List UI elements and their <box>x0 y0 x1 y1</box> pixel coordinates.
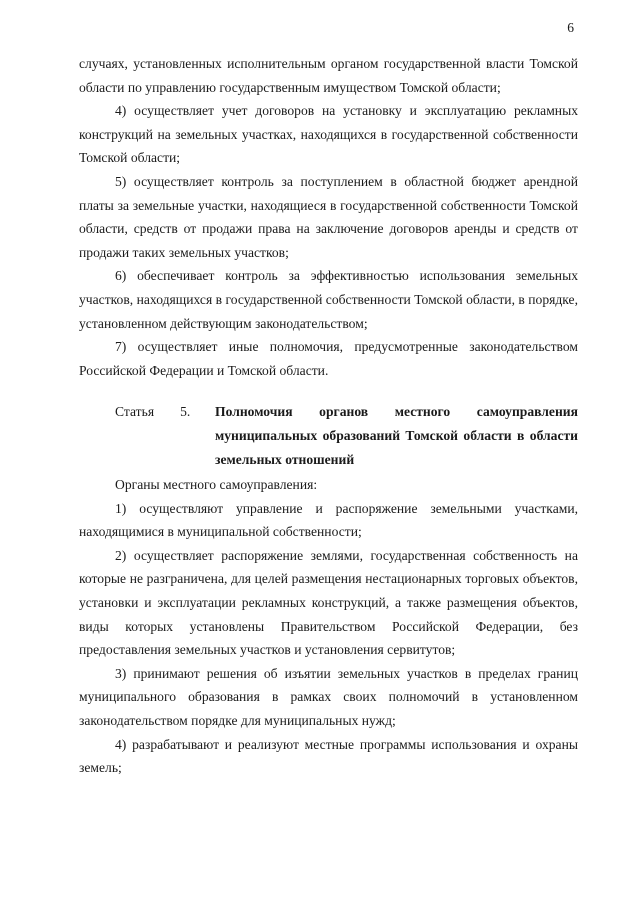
article-label <box>79 400 215 471</box>
paragraph: 2) осуществляет распоряжение землями, государственная собственность на которые не разграничена, для целей размещения нестационарных торговых объектов, установки и эксплуатации рекламных конструкций, а также размещения объектов, виды которых установлены Правительством Российской Федерации, без предоставления земельных участков и установления сервитутов; <box>79 547 578 658</box>
paragraph: 4) разрабатывают и реализуют местные программы использования и охраны земель; <box>79 736 578 776</box>
paragraph: Органы местного самоуправления: <box>115 477 318 493</box>
article-number: 5. <box>180 404 191 420</box>
article-word: Статья <box>115 404 155 420</box>
paragraph: 4) осуществляет учет договоров на установку и эксплуатацию рекламных конструкций на земельных участках, находящихся в государственной собственности Томской области; <box>79 103 578 166</box>
paragraph: 6) обеспечивает контроль за эффективностью использования земельных участков, находящихся в государственной собственности Томской области, в порядке, установленном действующим законодательством; <box>79 268 578 331</box>
page-number: 6 <box>567 20 574 35</box>
article-title: Полномочия органов местного самоуправления муниципальных образований Томской области в области земельных отношений <box>215 404 578 467</box>
paragraph: случаях, установленных исполнительным органом государственной власти Томской области по управлению государственным имуществом Томской области; <box>79 56 578 95</box>
paragraph: 3) принимают решения об изъятии земельных участков в пределах границ муниципального образования в рамках своих полномочий в установленном законодательством порядке для муниципальных нужд; <box>79 665 578 729</box>
paragraph: 1) осуществляют управление и распоряжение земельными участками, находящимися в муниципальной собственности; <box>79 500 578 540</box>
paragraph: 7) осуществляет иные полномочия, предусмотренные законодательством Российской Федерации и Томской области. <box>79 339 578 378</box>
document-body <box>79 52 578 780</box>
paragraph: 5) осуществляет контроль за поступлением в областной бюджет арендной платы за земельные участки, находящиеся в государственной собственности Томской области, средств от продажи права на заключение договоров аренды и средств от продажи таких земельных участков; <box>79 173 578 260</box>
article-heading <box>79 400 578 471</box>
